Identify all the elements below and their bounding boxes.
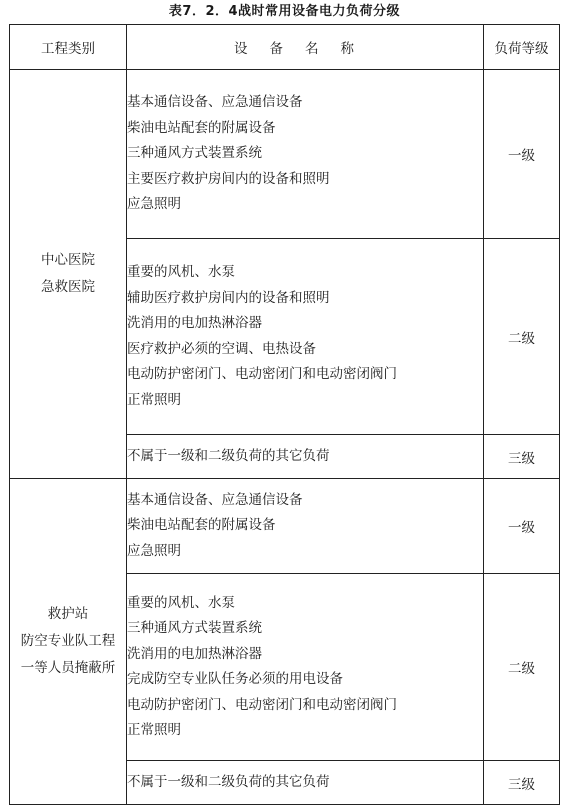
equipment-cell	[127, 761, 484, 805]
equipment-item: 电动防护密闭门、电动密闭门和电动密闭阀门	[127, 366, 397, 382]
project-type-line: 中心医院	[41, 252, 95, 268]
table-row	[10, 70, 560, 239]
load-classification-table	[9, 24, 560, 805]
equipment-item: 正常照明	[127, 391, 181, 408]
equipment-item: 不属于一级和二级负荷的其它负荷	[127, 447, 330, 464]
equipment-item: 医疗救护必须的空调、电热设备	[127, 340, 316, 357]
equipment-item: 辅助医疗救护房间内的设备和照明	[127, 289, 330, 306]
equipment-cell	[127, 70, 484, 239]
equipment-item: 应急照明	[127, 196, 181, 213]
equipment-item: 不属于一级和二级负荷的其它负荷	[127, 773, 330, 790]
equipment-item: 柴油电站配套的附属设备	[127, 517, 276, 534]
project-type-line: 防空专业队工程	[20, 633, 116, 649]
equipment-cell	[127, 435, 484, 479]
equipment-item: 三种通风方式装置系统	[127, 620, 262, 636]
equipment-item: 重要的风机、水泵	[127, 264, 235, 280]
equipment-cell	[127, 479, 484, 574]
equipment-item: 洗消用的电加热淋浴器	[127, 645, 262, 662]
equipment-item: 基本通信设备、应急通信设备	[127, 491, 303, 508]
header-equipment-name: 设备名称	[127, 25, 484, 70]
table-caption: 表7．2．4战时常用设备电力负荷分级	[168, 4, 401, 19]
equipment-item: 完成防空专业队任务必须的用电设备	[127, 671, 343, 687]
project-type-cell	[10, 479, 127, 805]
equipment-cell	[127, 574, 484, 761]
project-type-cell	[10, 70, 127, 479]
load-level-cell: 一级	[484, 70, 560, 239]
equipment-item: 基本通信设备、应急通信设备	[127, 94, 303, 111]
load-level-cell: 三级	[484, 761, 560, 805]
project-type-line: 急救医院	[41, 279, 95, 295]
equipment-cell	[127, 239, 484, 435]
equipment-item: 洗消用的电加热淋浴器	[127, 315, 262, 331]
header-project-type: 工程类别	[10, 25, 127, 70]
load-level-cell: 二级	[484, 574, 560, 761]
project-type-line: 救护站	[47, 606, 89, 622]
table-row	[10, 479, 560, 574]
project-type-line: 一等人员掩蔽所	[20, 660, 116, 676]
header-row	[10, 25, 560, 70]
equipment-item: 电动防护密闭门、电动密闭门和电动密闭阀门	[127, 696, 397, 713]
load-level-cell: 二级	[484, 239, 560, 435]
equipment-item: 应急照明	[127, 542, 181, 559]
equipment-item: 柴油电站配套的附属设备	[127, 119, 276, 136]
equipment-item: 正常照明	[127, 722, 181, 738]
header-load-level: 负荷等级	[484, 25, 560, 70]
load-level-cell: 三级	[484, 435, 560, 479]
load-level-cell: 一级	[484, 479, 560, 574]
equipment-item: 重要的风机、水泵	[127, 594, 235, 611]
equipment-item: 主要医疗救护房间内的设备和照明	[127, 170, 330, 187]
equipment-item: 三种通风方式装置系统	[127, 145, 262, 162]
